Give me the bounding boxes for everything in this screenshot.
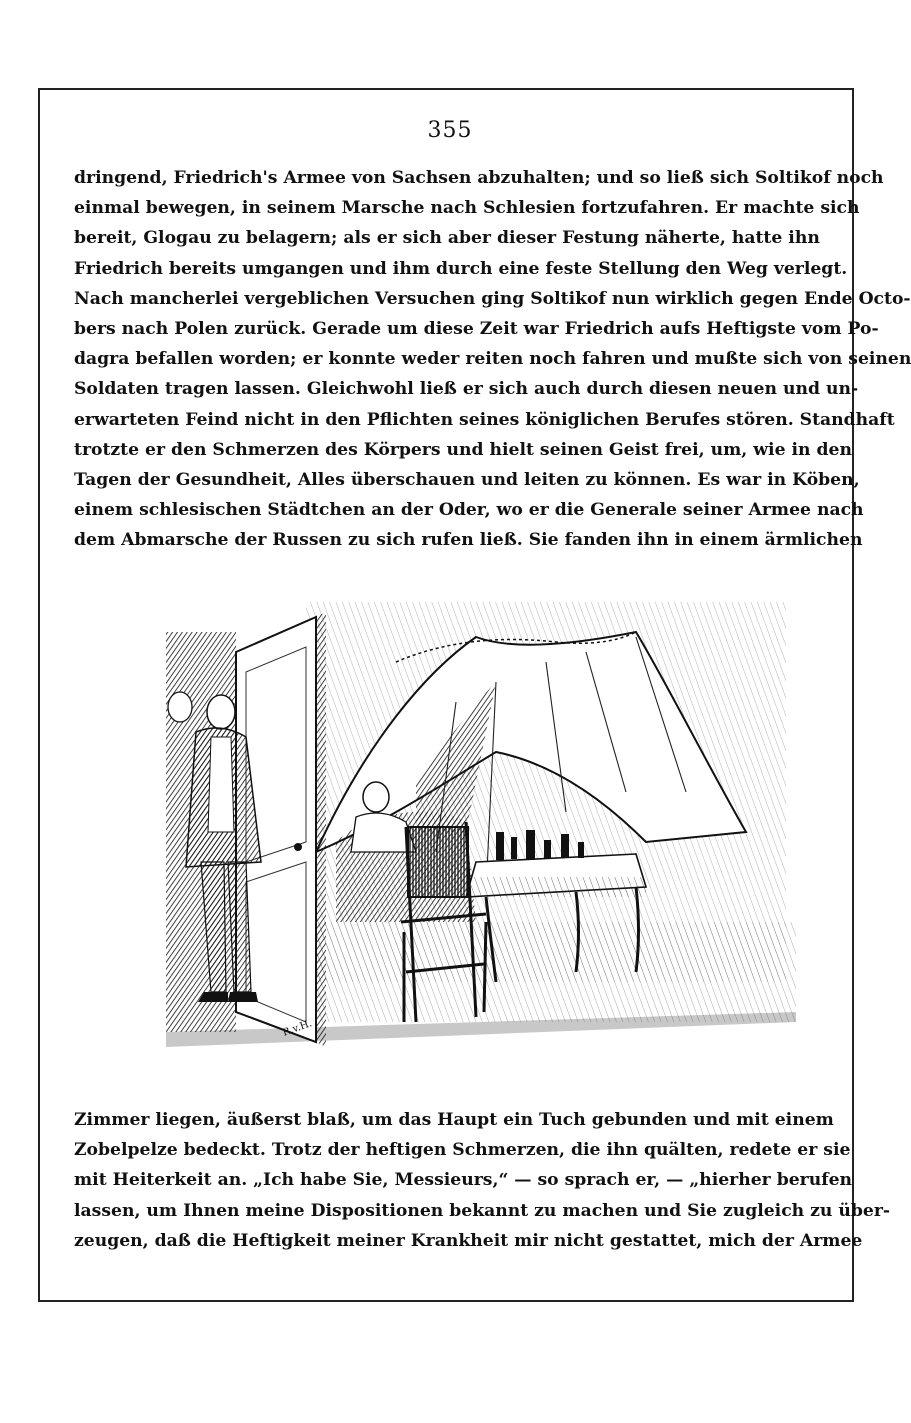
paragraph-top [74,163,911,555]
text-line: erwarteten Feind nicht in den Pflichten seines königlichen Berufes stören. Standhaft [74,409,895,430]
text-line: dagra befallen worden; er konnte weder reiten noch fahren und mußte sich von seinen [74,349,911,370]
illustration-signature: R.v.H. [281,1018,314,1039]
text-line: Friedrich bereits umgangen und ihm durch eine feste Stellung den Weg verlegt. [74,258,848,279]
door-knob [294,843,302,851]
engraving-illustration [166,592,796,1072]
text-line: Zobelpelze bedeckt. Trotz der heftigen Schmerzen, die ihn quälten, redete er sie [74,1140,851,1161]
page-number: 355 [427,118,473,143]
background-figure-head [168,692,192,722]
text-line: einmal bewegen, in seinem Marsche nach Schlesien fortzufahren. Er machte sich [74,198,860,219]
text-line: bers nach Polen zurück. Gerade um diese Zeit war Friedrich aufs Heftigste vom Po- [74,318,879,339]
text-line: Tagen der Gesundheit, Alles überschauen und leiten zu können. Es war in Köben, [74,469,860,490]
door-frame [316,612,326,1047]
text-line: bereit, Glogau zu belagern; als er sich aber dieser Festung näherte, hatte ihn [74,228,820,249]
text-line: zeugen, daß die Heftigkeit meiner Krankheit mir nicht gestattet, mich der Armee [74,1230,863,1251]
text-line: dem Abmarsche der Russen zu sich rufen ließ. Sie fanden ihn in einem ärmlichen [74,530,863,551]
text-line: lassen, um Ihnen meine Dispositionen bekannt zu machen und Sie zugleich zu über- [74,1200,891,1221]
text-line: einem schlesischen Städtchen an der Oder, wo er die Generale seiner Armee nach [74,500,864,521]
table-cloth [471,877,646,897]
king-head [363,782,389,812]
text-line: dringend, Friedrich's Armee von Sachsen abzuhalten; und so ließ sich Soltikof noch [74,168,884,188]
text-line: Nach mancherlei vergeblichen Versuchen ging Soltikof nun wirklich gegen Ende Octo- [74,288,911,309]
text-line: Soldaten tragen lassen. Gleichwohl ließ er sich auch durch diesen neuen und un- [74,379,859,400]
text-line: mit Heiterkeit an. „Ich habe Sie, Messieurs,“ — so sprach er, — „hierher berufen [74,1170,853,1191]
floor-hatching [316,922,796,1022]
text-line: Zimmer liegen, äußerst blaß, um das Haupt ein Tuch gebunden und mit einem [74,1110,834,1130]
paragraph-bottom [74,1105,891,1256]
text-line: trotzte er den Schmerzen des Körpers und hielt seinen Geist frei, um, wie in den [74,439,852,460]
